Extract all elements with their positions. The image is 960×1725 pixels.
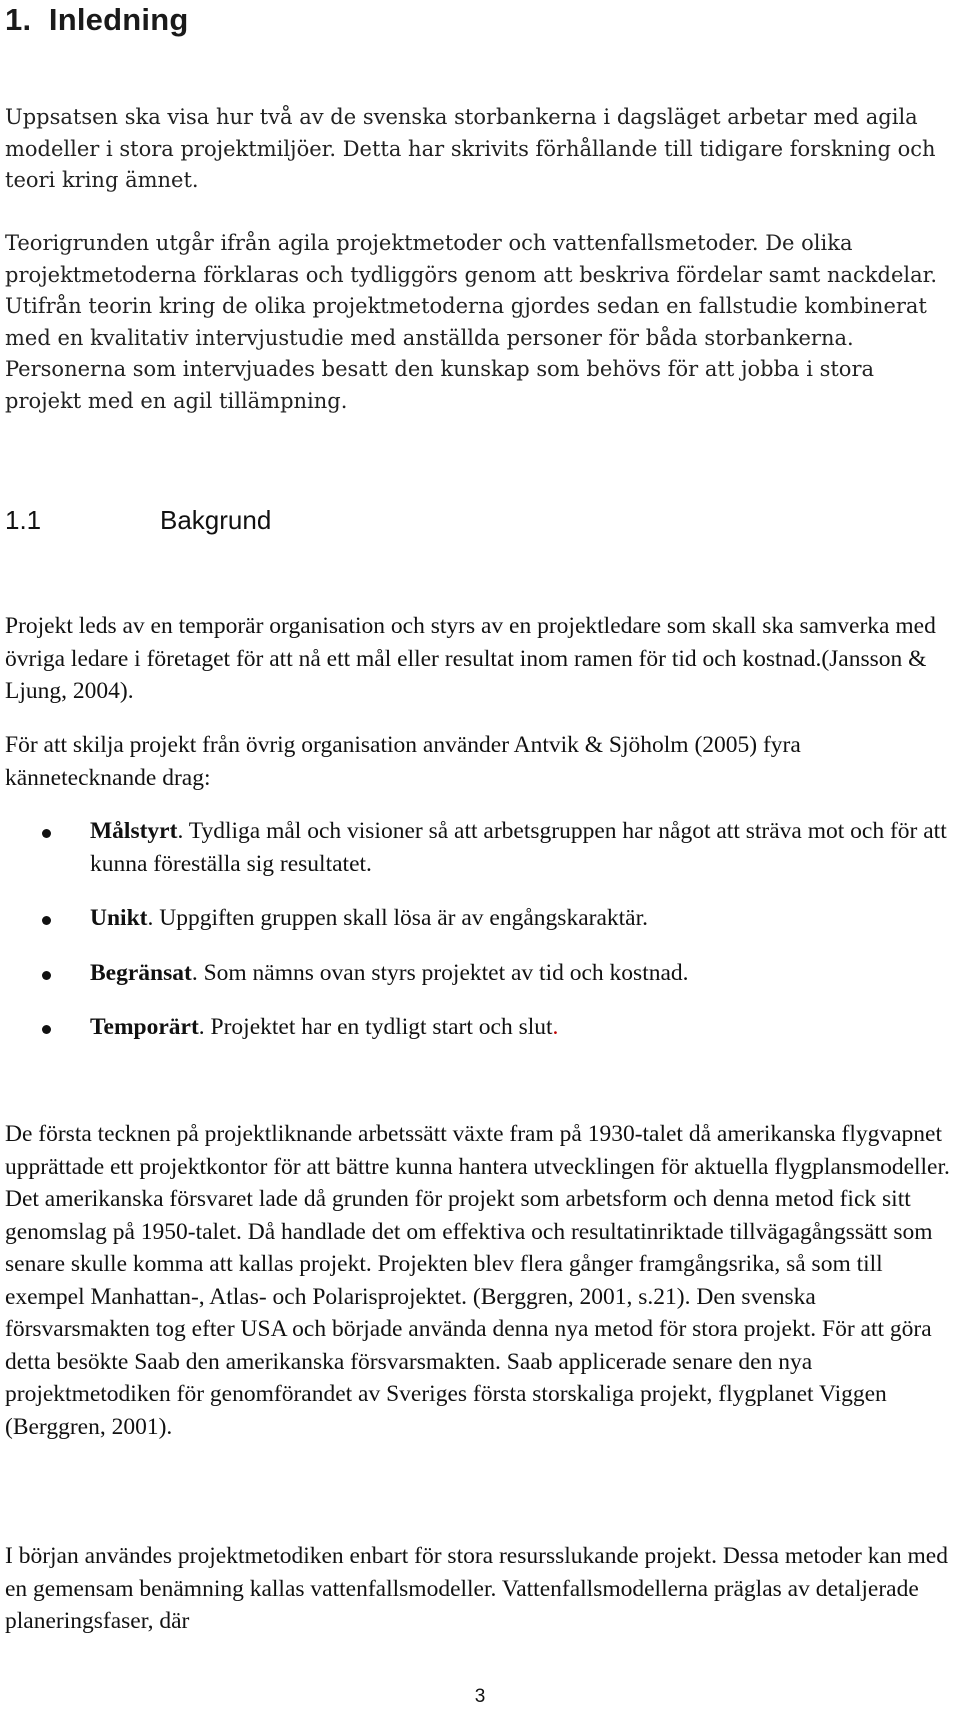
list-item [0, 957, 950, 990]
list-item-text: . Som nämns ovan styrs projektet av tid och kostnad. [191, 959, 689, 986]
intro-paragraph-1: Uppsatsen ska visa hur två av de svenska storbankerna i dagsläget arbetar med agila modeller i stora projektmiljöer. Detta har skrivits förhållande till tidigare forskning och teori kring ämnet. [5, 105, 936, 193]
history-paragraph-2: I början användes projektmetodiken enbart för stora resursslukande projekt. Dessa metoder kan med en gemensam benämning kallas vattenfallsmodeller. Vattenfallsmodellerna präglas av detaljerade planeringsfaser, där [5, 1543, 948, 1634]
list-item-term: Målstyrt [90, 818, 178, 844]
section-title: Bakgrund [160, 505, 272, 535]
bullet-icon [42, 829, 51, 838]
list-item-term: Begränsat [90, 959, 192, 986]
list-item-text: . Uppgiften gruppen skall lösa är av engångskaraktär. [147, 905, 648, 931]
chapter-title: Inledning [48, 2, 189, 37]
chapter-heading [5, 2, 188, 38]
history-paragraph-1: De första tecknen på projektliknande arbetssätt växte fram på 1930-talet då amerikanska flygvapnet upprättade ett projektkontor för att bättre kunna hantera utvecklingen för aktuella flygplansmodeller. Det amerikanska försvaret lade då grunden för projekt som arbetsform och denna metod fick sitt genomslag på 1950-talet. Då handlade det om effektiva och resultatinriktade tillvägagångssätt som senare skulle komma att kallas projekt. Projekten blev flera gånger framgångsrika, så som till exempel Manhattan-, Atlas- och Polarisprojektet. (Berggren, 2001, s.21). Den svenska försvarsmakten tog efter USA och började använda denna nya metod för stora projekt. För att göra detta besökte Saab den amerikanska försvarsmakten. Saab applicerade senare den nya projektmetodiken för genomförandet av Sveriges första storskaliga projekt, flygplanet Viggen (Berggren, 2001). [5, 1121, 950, 1440]
list-item [0, 1011, 950, 1044]
chapter-number: 1. [5, 2, 32, 37]
list-item-term: Temporärt [90, 1014, 199, 1040]
background-paragraph-2: För att skilja projekt från övrig organisation använder Antvik & Sjöholm (2005) fyra kännetecknande drag: [5, 732, 801, 791]
list-item [0, 815, 950, 880]
section-number: 1.1 [5, 505, 42, 535]
background-paragraph-1: Projekt leds av en temporär organisation och styrs av en projektledare som skall ska samverka med övriga ledare i företaget för att nå ett mål eller resultat inom ramen för tid och kostnad.(Jansson & Ljung, 2004). [5, 613, 936, 704]
bullet-icon [42, 971, 51, 980]
characteristics-list [0, 815, 950, 1066]
intro-paragraph-2: Teorigrunden utgår ifrån agila projektmetoder och vattenfallsmetoder. De olika projektmetoderna förklaras och tydliggörs genom att beskriva fördelar samt nackdelar. Utifrån teorin kring de olika projektmetoderna gjordes sedan en fallstudie kombinerat med en kvalitativ intervjustudie med anställda personer för båda storbankerna. Personerna som intervjuades besatt den kunskap som behövs för att jobba i stora projekt med en agil tillämpning. [5, 231, 938, 413]
list-item-text: . Projektet har en tydligt start och slut [198, 1014, 553, 1040]
list-item-tail: . [552, 1014, 559, 1040]
bullet-icon [42, 1025, 51, 1034]
list-item-term: Unikt [90, 905, 148, 931]
bullet-icon [42, 916, 51, 925]
list-item [0, 902, 950, 935]
section-heading [5, 505, 271, 536]
page-number: 3 [474, 1686, 486, 1707]
list-item-text: . Tydliga mål och visioner så att arbetsgruppen har något att sträva mot och för att kunna föreställa sig resultatet. [90, 818, 947, 877]
